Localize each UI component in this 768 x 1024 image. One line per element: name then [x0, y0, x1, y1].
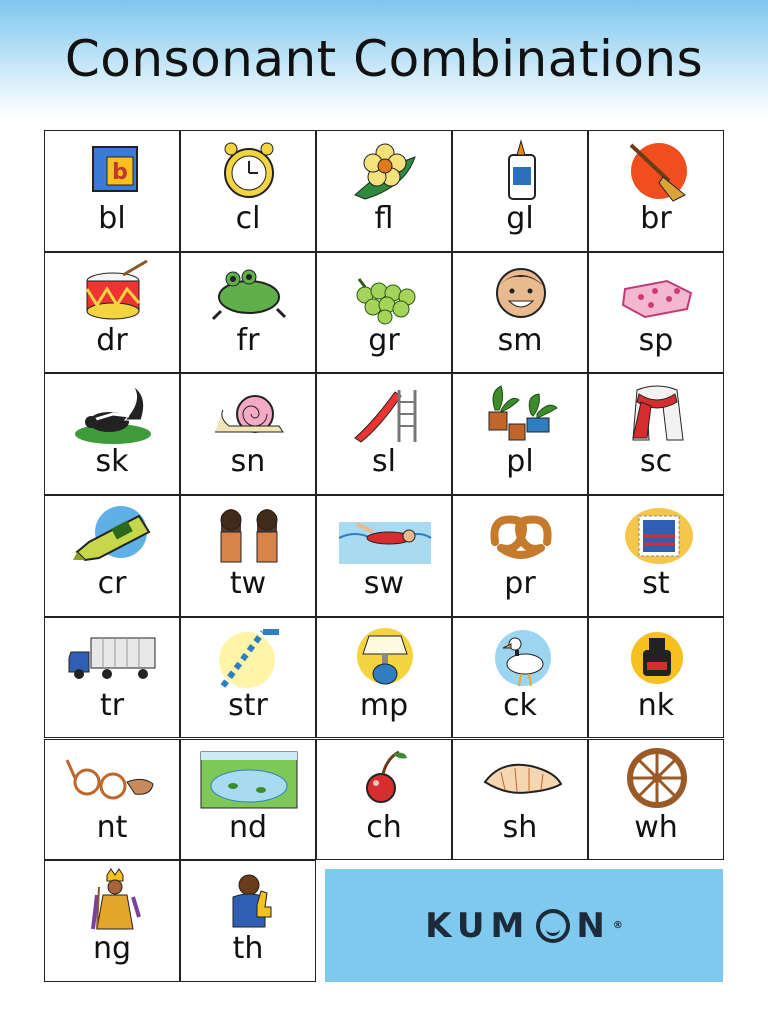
frog-icon — [199, 259, 299, 325]
pretzel-icon — [471, 502, 571, 568]
scarf-icon — [607, 380, 707, 446]
slide-icon — [335, 380, 435, 446]
stamp-icon — [607, 502, 707, 568]
combo-cell-sh — [452, 739, 588, 861]
combo-label: gr — [368, 322, 400, 358]
twins-icon — [199, 502, 299, 568]
combo-cell-ch — [316, 739, 452, 861]
combo-cell-pl — [452, 373, 588, 495]
kumon-logo — [325, 869, 723, 982]
flower-icon — [335, 137, 435, 203]
combo-label: bl — [98, 201, 126, 236]
combo-cell-fr — [180, 252, 316, 374]
combo-cell-sm — [452, 252, 588, 374]
combo-cell-bl — [44, 130, 180, 252]
combo-label: sk — [95, 444, 129, 480]
consonant-grid — [44, 130, 724, 982]
logo-face-icon — [536, 909, 570, 943]
combo-cell-tw — [180, 495, 316, 617]
page-title: Consonant Combinations — [64, 30, 704, 88]
drum-icon — [63, 259, 163, 325]
sponge-icon — [607, 259, 707, 325]
lamp-icon — [335, 624, 435, 690]
combo-label: sp — [638, 322, 674, 358]
combo-cell-pr — [452, 495, 588, 617]
combo-cell-sl — [316, 373, 452, 495]
combo-cell-sp — [588, 252, 724, 374]
duck-icon — [471, 624, 571, 690]
combo-cell-sn — [180, 373, 316, 495]
combo-label: ck — [503, 687, 537, 723]
combo-label: br — [640, 201, 672, 236]
combo-label: sm — [497, 322, 543, 358]
combo-label: sw — [363, 566, 405, 602]
combo-label: fr — [236, 322, 260, 358]
combo-cell-dr — [44, 252, 180, 374]
grapes-icon — [335, 259, 435, 325]
logo-text-left: KUM — [425, 905, 531, 946]
swimmer-icon — [335, 502, 435, 568]
smile-icon — [471, 259, 571, 325]
combo-label: pr — [504, 566, 536, 602]
combo-label: cl — [235, 201, 261, 236]
shell-icon — [471, 746, 571, 812]
combo-cell-gr — [316, 252, 452, 374]
combo-label: sn — [230, 444, 266, 480]
combo-label: dr — [96, 322, 128, 358]
combo-cell-cr — [44, 495, 180, 617]
combo-label: ch — [366, 809, 402, 845]
combo-label: nk — [637, 687, 675, 723]
registered-mark: ® — [612, 920, 623, 931]
king-icon — [63, 867, 163, 933]
block-icon — [63, 137, 163, 203]
wheel-icon — [607, 746, 707, 812]
combo-label: cr — [97, 566, 127, 602]
combo-label: mp — [359, 687, 409, 723]
combo-cell-nd — [180, 739, 316, 861]
combo-label: fl — [374, 201, 394, 236]
combo-label: pl — [506, 444, 534, 480]
combo-cell-st — [588, 495, 724, 617]
ink-icon — [607, 624, 707, 690]
thumb-icon — [199, 867, 299, 933]
logo-text-right: N — [576, 905, 611, 946]
cherry-icon — [335, 746, 435, 812]
pond-icon — [199, 746, 299, 812]
combo-cell-fl — [316, 130, 452, 252]
combo-label: sc — [639, 444, 673, 480]
combo-cell-br — [588, 130, 724, 252]
kumon-logo-box — [325, 869, 723, 982]
combo-cell-sw — [316, 495, 452, 617]
combo-label: sh — [502, 809, 538, 845]
combo-cell-ng — [44, 860, 180, 982]
combo-label: str — [228, 687, 268, 723]
combo-label: gl — [506, 201, 534, 236]
combo-label: nd — [228, 809, 268, 845]
straw-icon — [199, 624, 299, 690]
skunk-icon — [63, 380, 163, 446]
combo-cell-nk — [588, 617, 724, 739]
combo-label: tr — [99, 687, 125, 723]
truck-icon — [63, 624, 163, 690]
combo-label: st — [642, 566, 670, 602]
svg-text:b: b — [112, 160, 128, 185]
snail-icon — [199, 380, 299, 446]
combo-cell-gl — [452, 130, 588, 252]
combo-cell-th — [180, 860, 316, 982]
combo-cell-sk — [44, 373, 180, 495]
combo-cell-ck — [452, 617, 588, 739]
combo-cell-cl — [180, 130, 316, 252]
combo-label: ng — [92, 931, 132, 967]
glasses-icon — [63, 746, 163, 812]
combo-cell-str — [180, 617, 316, 739]
combo-cell-wh — [588, 739, 724, 861]
clock-icon — [199, 137, 299, 203]
crayon-icon — [63, 502, 163, 568]
combo-label: th — [232, 931, 264, 967]
glue-icon — [471, 137, 571, 203]
combo-cell-tr — [44, 617, 180, 739]
combo-label: nt — [96, 809, 128, 845]
plants-icon — [471, 380, 571, 446]
combo-label: wh — [634, 809, 678, 845]
combo-label: tw — [229, 566, 267, 602]
combo-cell-nt — [44, 739, 180, 861]
combo-cell-mp — [316, 617, 452, 739]
combo-cell-sc — [588, 373, 724, 495]
broom-icon — [607, 137, 707, 203]
combo-label: sl — [372, 444, 396, 480]
